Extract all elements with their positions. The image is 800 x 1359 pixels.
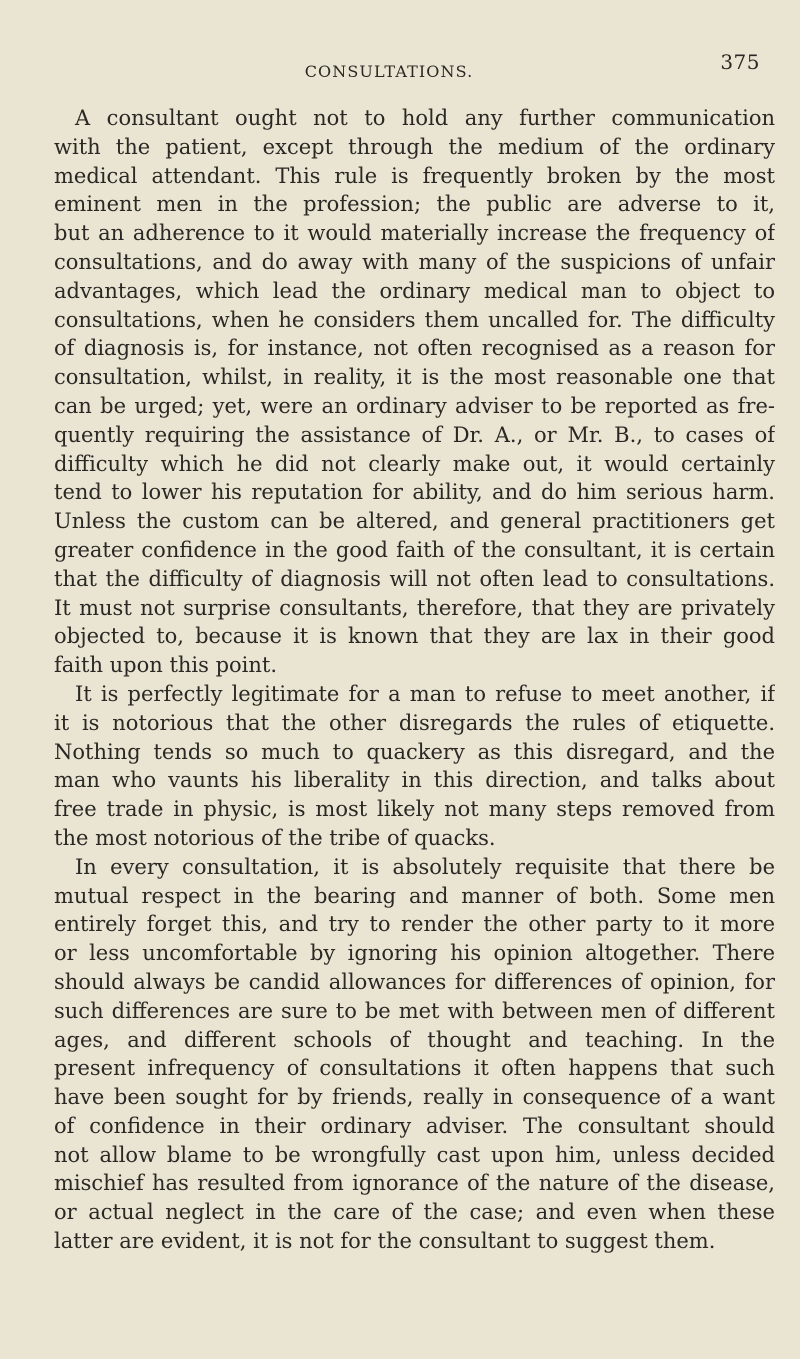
text-line: eminent men in the profession; the public are adverse to it, [54, 192, 775, 217]
running-title: CONSULTATIONS. [304, 62, 474, 81]
body-text [54, 104, 775, 1256]
text-line: ages, and different schools of thought and teaching. In the [54, 1027, 775, 1052]
text-line: consultations, and do away with many of the suspicions of unfair [54, 249, 775, 274]
text-line: faith upon this point. [54, 653, 278, 678]
text-line: quently requiring the assistance of Dr. A., or Mr. B., to cases of [54, 422, 775, 447]
page-number: 375 [720, 50, 760, 74]
text-line: It is perfectly legitimate for a man to refuse to meet another, if [75, 681, 775, 706]
text-line: that the difficulty of diagnosis will not often lead to consultations. [54, 566, 775, 591]
text-line: mutual respect in the bearing and manner of both. Some men [54, 883, 775, 908]
text-line: greater confidence in the good faith of the consultant, it is certain [54, 537, 775, 562]
text-line: it is notorious that the other disregards the rules of etiquette. [54, 710, 775, 735]
text-line: with the patient, except through the medium of the ordinary [54, 134, 775, 159]
text-line: Nothing tends so much to quackery as this disregard, and the [54, 739, 775, 764]
text-line: consultation, whilst, in reality, it is the most reasonable one that [54, 365, 775, 390]
text-line: should always be candid allowances for differences of opinion, for [54, 969, 775, 994]
text-line: latter are evident, it is not for the consultant to suggest them. [54, 1229, 716, 1254]
text-line: of confidence in their ordinary adviser. The consultant should [54, 1113, 775, 1138]
text-line: present infrequency of consultations it often happens that such [54, 1056, 775, 1081]
text-line: man who vaunts his liberality in this direction, and talks about [54, 768, 775, 793]
text-line: tend to lower his reputation for ability, and do him serious harm. [54, 480, 775, 505]
text-line: free trade in physic, is most likely not many steps removed from [54, 797, 775, 822]
text-line: can be urged; yet, were an ordinary adviser to be reported as fre- [54, 393, 775, 418]
text-line: or actual neglect in the care of the case; and even when these [54, 1200, 775, 1225]
text-line: mischief has resulted from ignorance of the nature of the disease, [54, 1171, 775, 1196]
text-line: It must not surprise consultants, therefore, that they are privately [54, 595, 775, 620]
text-line: consultations, when he considers them uncalled for. The difficulty [54, 307, 775, 332]
text-line: Unless the custom can be altered, and general practitioners get [54, 509, 775, 534]
text-line: In every consultation, it is absolutely requisite that there be [75, 854, 775, 879]
text-line: but an adherence to it would materially increase the frequency of [54, 221, 775, 246]
text-line: of diagnosis is, for instance, not often recognised as a reason for [54, 336, 775, 361]
text-line: advantages, which lead the ordinary medical man to object to [54, 278, 775, 303]
text-line: have been sought for by friends, really in consequence of a want [54, 1085, 775, 1110]
text-line: difficulty which he did not clearly make out, it would certainly [54, 451, 775, 476]
text-line: the most notorious of the tribe of quacks. [54, 825, 496, 850]
text-line: not allow blame to be wrongfully cast upon him, unless decided [54, 1142, 775, 1167]
text-line: such differences are sure to be met with between men of different [54, 998, 775, 1023]
text-line: or less uncomfortable by ignoring his opinion altogether. There [54, 941, 775, 966]
text-line: objected to, because it is known that they are lax in their good [54, 624, 775, 649]
text-line: medical attendant. This rule is frequently broken by the most [54, 163, 775, 188]
text-line: A consultant ought not to hold any further communication [75, 106, 775, 130]
text-line: entirely forget this, and try to render the other party to it more [54, 912, 775, 937]
